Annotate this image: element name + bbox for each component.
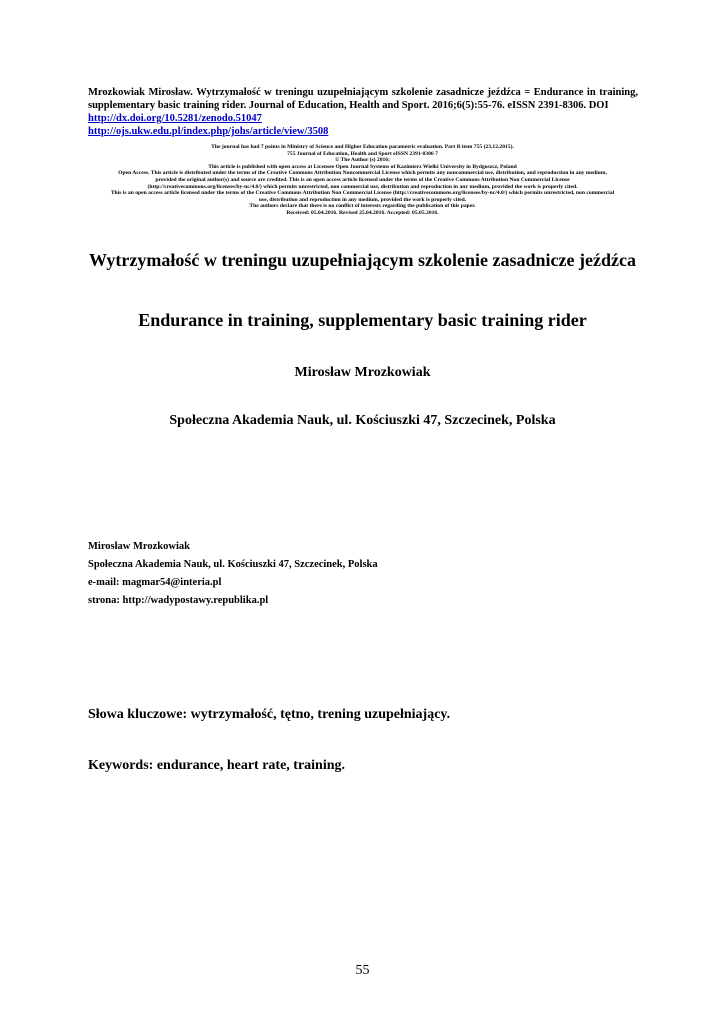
notice-line: This article is published with open access at Licensee Open Journal Systems of Kazimierz Wielki University in Bydgoszcz, Poland [208,163,517,170]
notice-line: The journal has had 7 points in Ministry of Science and Higher Education parametric evaluation. Part B item 755 (23.12.2015). [211,144,514,150]
citation-text: Mrozkowiak Mirosław. Wytrzymałość w treningu uzupełniającym szkolenie zasadnicze jeźdźca = Endurance in training, supplementary basic training rider. Journal of Education, Health and Sport. 2016;6(5):55-76. eISSN 2391-8306. DOI [88,87,638,111]
contact-email: e-mail: magmar54@interia.pl [88,577,222,588]
author-name: Mirosław Mrozkowiak [294,365,431,380]
article-link[interactable]: http://ojs.ukw.edu.pl/index.php/johs/article/view/3508 [88,126,329,137]
title-polish: Wytrzymałość w treningu uzupełniającym szkolenie zasadnicze jeźdźca [89,250,636,270]
license-notice [80,144,645,217]
notice-line: © The Author (s) 2016; [335,157,390,164]
notice-line: (http://creativecommons.org/licenses/by-nc/4.0/) which permits unrestricted, non commercial use, distribution and reproduction in any medium, provided the work is properly cited. [147,183,578,190]
notice-line: The authors declare that there is no conflict of interests regarding the publication of this paper. [249,203,476,210]
contact-block [88,538,378,610]
title-english: Endurance in training, supplementary basic training rider [138,310,587,330]
citation-block [88,86,638,138]
author-affiliation: Społeczna Akademia Nauk, ul. Kościuszki 47, Szczecinek, Polska [169,413,556,428]
keywords-polish: Słowa kluczowe: wytrzymałość, tętno, trening uzupełniający. [88,707,451,722]
notice-line: This is an open access article licensed under the terms of the Creative Commons Attribution Non Commercial License (http://creativecommons.org/licenses/by-nc/4.0/) which permits unrestricted, non commercial [110,190,615,197]
keywords-english: Keywords: endurance, heart rate, training. [88,758,346,773]
contact-website: strona: http://wadypostawy.republika.pl [88,595,269,606]
page-number: 55 [355,963,370,978]
notice-line: use, distribution and reproduction in any medium, provided the work is properly cited. [258,196,467,203]
notice-line: provided the original author(s) and source are credited. This is an open access article licensed under the terms of the Creative Commons Attribution Non Commercial License [155,176,570,183]
contact-name: Mirosław Mrozkowiak [88,541,190,552]
notice-line: Open Access. This article is distributed under the terms of the Creative Commons Attribution Noncommercial License which permits any noncommercial use, distribution, and reproduction in any medium, [118,170,607,177]
notice-line: Received: 05.04.2016. Revised 25.04.2016. Accepted: 05.05.2016. [286,209,439,216]
notice-line: 755 Journal of Education, Health and Sport eISSN 2391-8306 7 [287,150,438,157]
doi-link[interactable]: http://dx.doi.org/10.5281/zenodo.51047 [88,113,262,124]
contact-address: Społeczna Akademia Nauk, ul. Kościuszki 47, Szczecinek, Polska [88,559,378,570]
